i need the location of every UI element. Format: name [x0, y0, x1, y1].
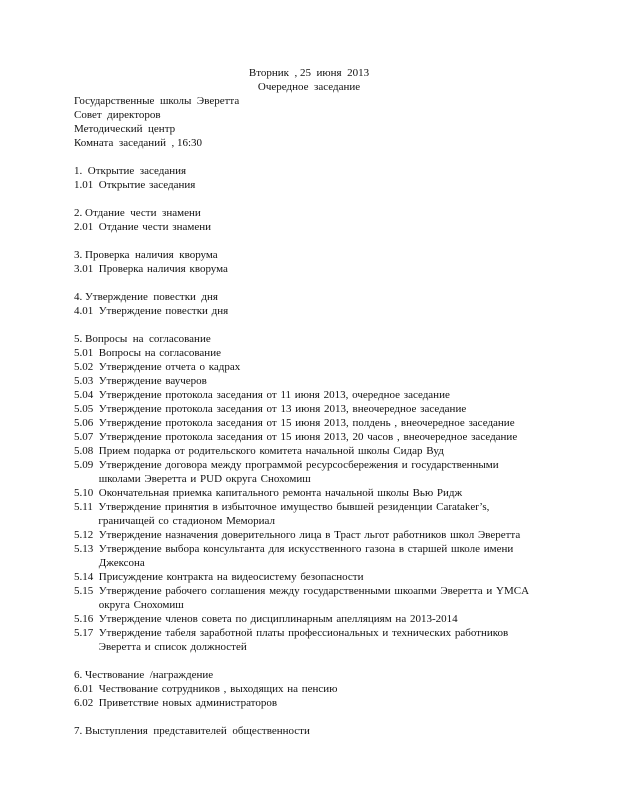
item-text: Утверждение принятия в избыточное имущество бывшей резиденции Carataker’s, граничащей со стадионом Мемориал	[98, 501, 490, 527]
agenda-item	[74, 458, 540, 486]
item-text: Утверждение ваучеров	[98, 375, 207, 387]
agenda-item	[74, 388, 540, 402]
item-text: Утверждение назначения доверительного лица в Траст льгот работников школ Эверетта	[98, 529, 521, 541]
section-title: 4. Утверждение повестки дня	[74, 291, 218, 303]
agenda-item	[74, 178, 540, 192]
agenda-section	[74, 724, 540, 738]
item-number: 5.10	[74, 487, 99, 499]
item-number: 5.07	[74, 431, 99, 443]
agenda-item	[74, 626, 540, 654]
item-text: Проверка наличия кворума	[98, 263, 228, 275]
item-number: 4.01	[74, 305, 99, 317]
agenda-item	[74, 612, 540, 626]
item-number: 5.15	[74, 585, 99, 597]
agenda-item	[74, 346, 540, 360]
item-number: 5.09	[74, 459, 99, 471]
item-text: Утверждение членов совета по дисциплинарным апелляциям на 2013-2014	[98, 613, 458, 625]
org-line-board: Совет директоров	[74, 109, 161, 121]
item-number: 5.01	[74, 347, 99, 359]
section-title: 2. Отдание чести знамени	[74, 207, 201, 219]
item-text: Окончательная приемка капитального ремонта начальной школы Вью Ридж	[98, 487, 463, 499]
agenda-item	[74, 430, 540, 444]
agenda-section	[74, 248, 540, 276]
item-text: Утверждение выбора консультанта для искусственного газона в старшей школе имени Джексона	[98, 543, 514, 569]
agenda-item	[74, 444, 540, 458]
agenda-item	[74, 416, 540, 430]
item-text: Утверждение протокола заседания от 15 июня 2013, полдень , внеочередное заседание	[98, 417, 515, 429]
agenda-item	[74, 682, 540, 696]
item-number: 5.06	[74, 417, 99, 429]
item-text: Прием подарка от родительского комитета начальной школы Сидар Вуд	[98, 445, 444, 457]
item-number: 6.02	[74, 697, 99, 709]
item-text: Приветствие новых администраторов	[98, 697, 278, 709]
section-title: 7. Выступления представителей общественности	[74, 725, 310, 737]
item-number: 6.01	[74, 683, 99, 695]
agenda-item	[74, 486, 540, 500]
org-line-room-time: Комната заседаний , 16:30	[74, 137, 203, 149]
agenda-item	[74, 360, 540, 374]
item-number: 5.11	[74, 501, 99, 513]
item-number: 5.17	[74, 627, 99, 639]
item-text: Чествование сотрудников , выходящих на пенсию	[98, 683, 338, 695]
organization-block	[74, 94, 554, 150]
item-number: 2.01	[74, 221, 99, 233]
item-text: Утверждение протокола заседания от 13 июня 2013, внеочередное заседание	[98, 403, 467, 415]
item-number: 5.12	[74, 529, 99, 541]
item-text: Утверждение договора между программой ресурсосбережения и государственными школами Эверетта и PUD округа Снохомиш	[98, 459, 499, 485]
item-number: 5.05	[74, 403, 99, 415]
meeting-date: Вторник , 25 июня 2013	[248, 67, 370, 79]
org-line-location: Методический центр	[74, 123, 176, 135]
agenda-item	[74, 220, 540, 234]
item-text: Открытие заседания	[98, 179, 196, 191]
agenda-item	[74, 262, 540, 276]
agenda-section	[74, 206, 540, 234]
agenda	[74, 164, 540, 752]
agenda-item	[74, 528, 540, 542]
item-text: Вопросы на согласование	[98, 347, 221, 359]
item-text: Утверждение протокола заседания от 15 июня 2013, 20 часов , внеочередное заседание	[98, 431, 518, 443]
agenda-section	[74, 290, 540, 318]
item-text: Утверждение табеля заработной платы профессиональных и технических работников Эверетта и список должностей	[98, 627, 509, 653]
item-text: Утверждение рабочего соглашения между государственными шкоапми Эверетта и YMCA округа Снохомиш	[98, 585, 529, 611]
agenda-section	[74, 668, 540, 710]
item-text: Присуждение контракта на видеосистему безопасности	[98, 571, 364, 583]
item-text: Утверждение повестки дня	[98, 305, 229, 317]
meeting-type: Очередное заседание	[257, 81, 361, 93]
agenda-item	[74, 584, 540, 612]
item-number: 5.16	[74, 613, 99, 625]
agenda-section	[74, 164, 540, 192]
agenda-item	[74, 402, 540, 416]
agenda-item	[74, 304, 540, 318]
org-line-district: Государственные школы Эверетта	[74, 95, 240, 107]
section-title: 1. Открытие заседания	[74, 165, 187, 177]
item-number: 3.01	[74, 263, 99, 275]
item-number: 5.02	[74, 361, 99, 373]
section-title: 5. Вопросы на согласование	[74, 333, 211, 345]
item-text: Отдание чести знамени	[98, 221, 211, 233]
item-number: 5.03	[74, 375, 99, 387]
item-number: 5.14	[74, 571, 99, 583]
item-text: Утверждение отчета о кадрах	[98, 361, 241, 373]
agenda-section	[74, 332, 540, 654]
item-number: 5.13	[74, 543, 99, 555]
item-number: 5.08	[74, 445, 99, 457]
agenda-item	[74, 696, 540, 710]
item-number: 1.01	[74, 179, 99, 191]
document-header	[0, 66, 618, 94]
agenda-item	[74, 500, 540, 528]
agenda-item	[74, 570, 540, 584]
item-number: 5.04	[74, 389, 99, 401]
section-title: 3. Проверка наличия кворума	[74, 249, 218, 261]
item-text: Утверждение протокола заседания от 11 июня 2013, очередное заседание	[98, 389, 450, 401]
section-title: 6. Чествование /награждение	[74, 669, 214, 681]
agenda-item	[74, 374, 540, 388]
agenda-item	[74, 542, 540, 570]
